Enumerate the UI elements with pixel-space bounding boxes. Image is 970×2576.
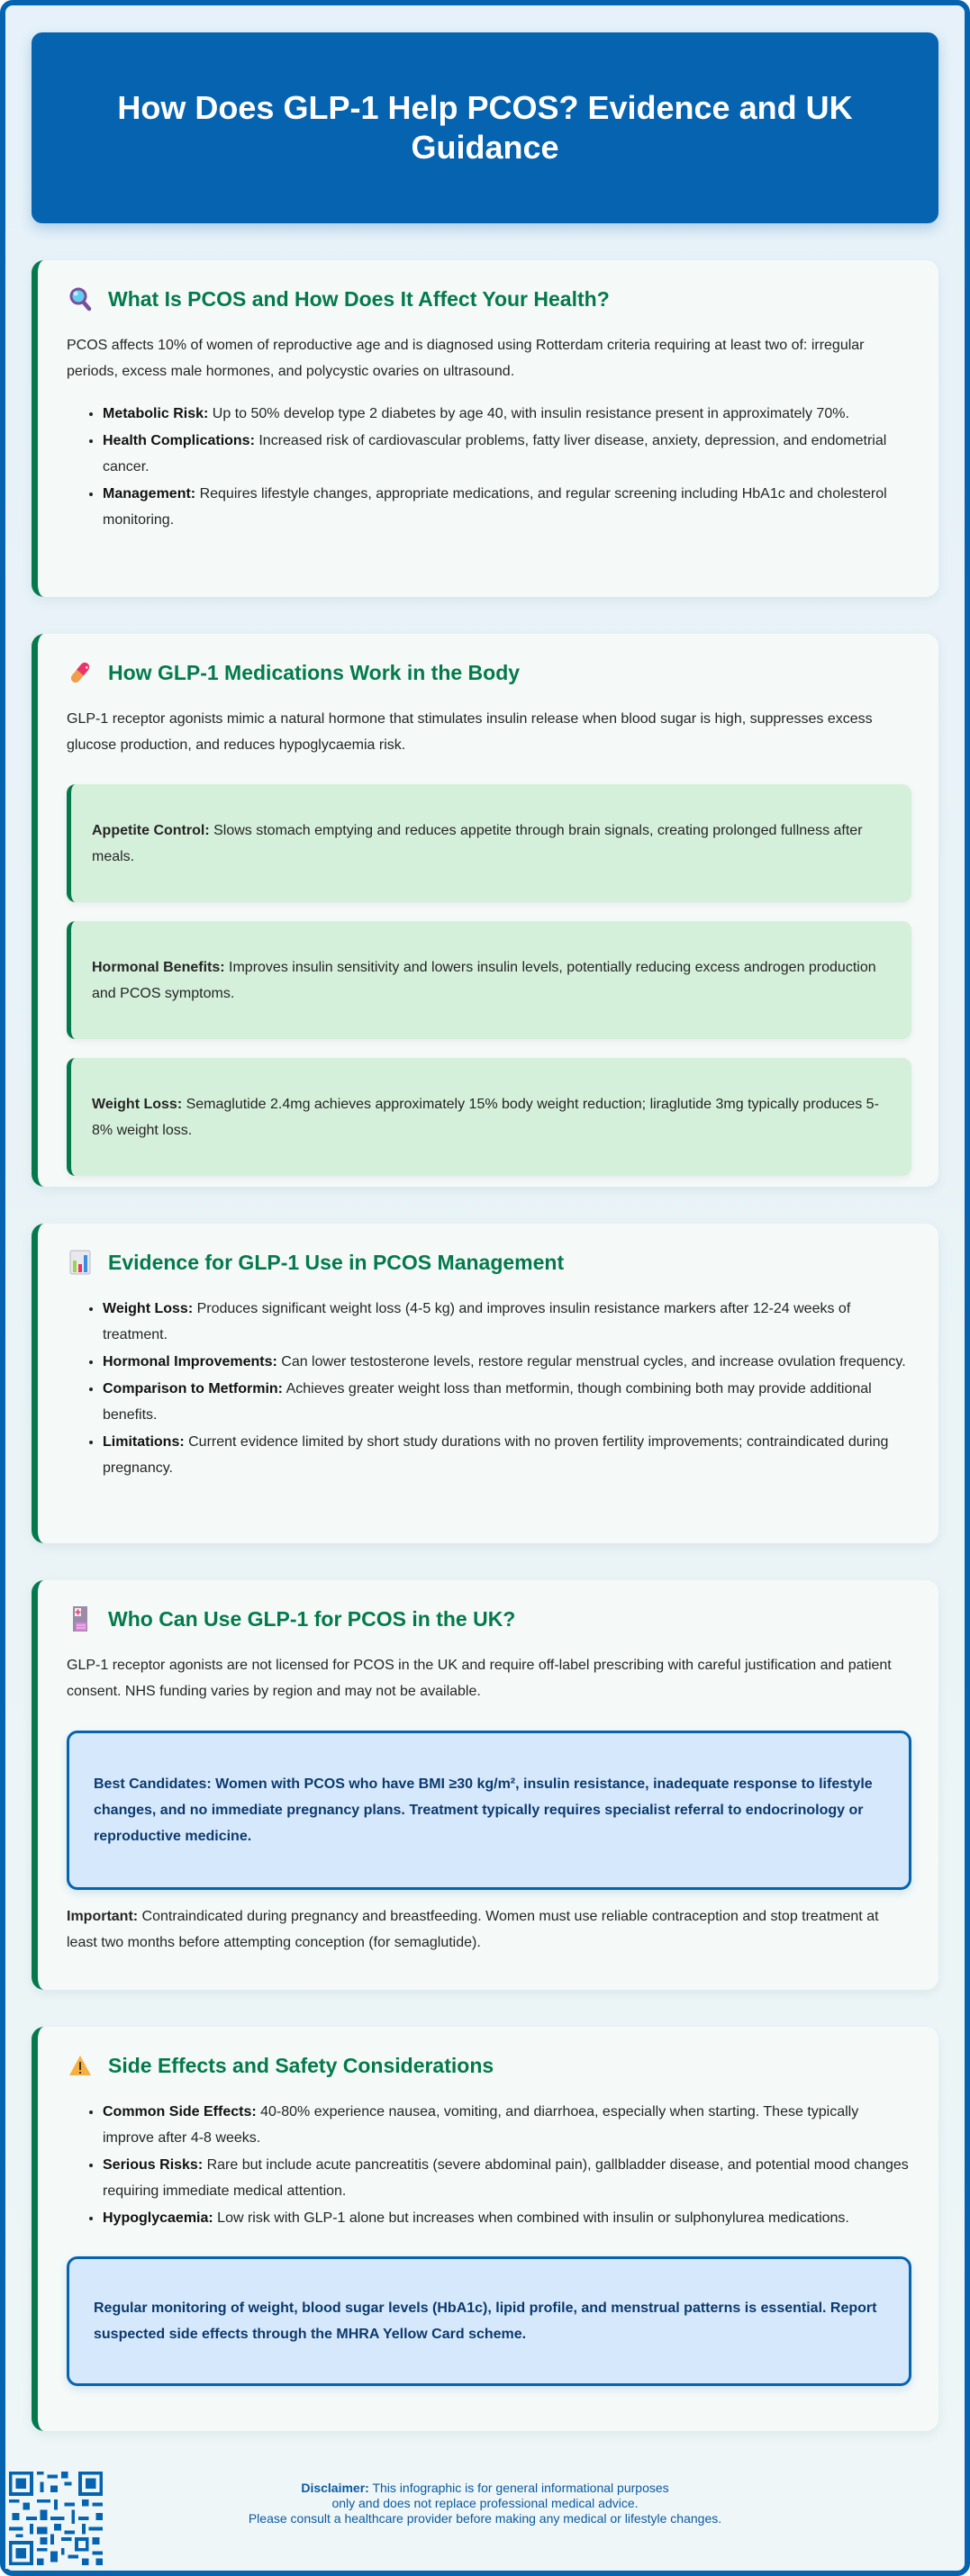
section-intro: PCOS affects 10% of women of reproductive age and is diagnosed using Rotterdam criteria requiring at least two of: irregular periods, excess male hormones, and polycystic ovaries on ultrasound. — [67, 338, 865, 379]
section-side-effects — [32, 2027, 938, 2431]
important-note: Important: Contraindicated during pregnancy and breastfeeding. Women must use reliable contraception and stop treatment at least two months before attempting conception (for semaglutide). — [67, 1909, 879, 1950]
callout-best-candidates: Best Candidates: Women with PCOS who have BMI ≥30 kg/m², insulin resistance, inadequate response to lifestyle changes, and no immediate pregnancy plans. Treatment typically requires specialist referral to endocrinology or reproductive medicine. — [67, 1731, 911, 1890]
list-item: • Weight Loss: Produces significant weight loss (4-5 kg) and improves insulin resistance markers after 12-24 weeks of treatment. — [103, 1296, 911, 1348]
list-item: • Hormonal Improvements: Can lower testosterone levels, restore regular menstrual cycles, and increase ovulation frequency. — [103, 1349, 911, 1375]
page-header — [32, 32, 938, 223]
info-box-appetite-control: Appetite Control: Slows stomach emptying and reduces appetite through brain signals, creating prolonged fullness after meals. — [67, 784, 911, 902]
info-box-hormonal-benefits: Hormonal Benefits: Improves insulin sensitivity and lowers insulin levels, potentially reducing excess androgen production and PCOS symptoms. — [67, 921, 911, 1039]
hospital-icon — [67, 1605, 94, 1632]
section-what-is-pcos — [32, 260, 938, 597]
pill-icon — [67, 659, 94, 686]
info-box-weight-loss: Weight Loss: Semaglutide 2.4mg achieves approximately 15% body weight reduction; liraglutide 3mg typically produces 5-8% weight loss. — [67, 1058, 911, 1176]
bar-chart-icon — [67, 1249, 94, 1276]
list-item: • Health Complications: Increased risk of cardiovascular problems, fatty liver disease, anxiety, depression, and endometrial cancer. — [103, 428, 911, 480]
section-title: What Is PCOS and How Does It Affect Your Health? — [108, 286, 610, 311]
section-intro: GLP-1 receptor agonists are not licensed for PCOS in the UK and require off-label prescribing with careful justification and patient consent. NHS funding varies by region and may not be available. — [67, 1658, 892, 1699]
warning-icon — [67, 2052, 94, 2079]
section-title: Side Effects and Safety Considerations — [108, 2053, 494, 2077]
section-title: Evidence for GLP-1 Use in PCOS Management — [108, 1250, 565, 1274]
section-how-glp1-works — [32, 634, 938, 1187]
section-evidence — [32, 1224, 938, 1543]
page-title: How Does GLP-1 Help PCOS? Evidence and UK Guidance — [117, 89, 853, 166]
bullet-list — [67, 401, 911, 533]
section-title: Who Can Use GLP-1 for PCOS in the UK? — [108, 1606, 516, 1631]
disclaimer-text: Disclaimer: This infographic is for general informational purposes only and does not replace professional medical advice. Please consult a healthcare provider before making any medical or lifestyle changes. — [248, 2481, 722, 2526]
list-item: • Limitations: Current evidence limited by short study durations with no proven fertility improvements; contraindicated during pregnancy. — [103, 1429, 911, 1481]
callout-monitoring: Regular monitoring of weight, blood sugar levels (HbA1c), lipid profile, and menstrual patterns is essential. Report suspected side effects through the MHRA Yellow Card scheme. — [67, 2256, 911, 2386]
bullet-list — [67, 2099, 911, 2231]
section-title: How GLP-1 Medications Work in the Body — [108, 660, 521, 684]
list-item: • Comparison to Metformin: Achieves greater weight loss than metformin, though combining both may provide additional benefits. — [103, 1376, 911, 1428]
list-item: • Hypoglycaemia: Low risk with GLP-1 alone but increases when combined with insulin or sulphonylurea medications. — [103, 2205, 911, 2231]
list-item: • Serious Risks: Rare but include acute pancreatitis (severe abdominal pain), gallbladder disease, and potential mood changes requiring immediate medical attention. — [103, 2152, 911, 2204]
list-item: • Metabolic Risk: Up to 50% develop type 2 diabetes by age 40, with insulin resistance present in approximately 70%. — [103, 401, 911, 427]
list-item: • Management: Requires lifestyle changes, appropriate medications, and regular screening including HbA1c and cholesterol monitoring. — [103, 481, 911, 533]
section-uk-eligibility — [32, 1580, 938, 1990]
footer — [5, 2454, 965, 2571]
list-item: • Common Side Effects: 40-80% experience nausea, vomiting, and diarrhoea, especially when starting. These typically improve after 4-8 weeks. — [103, 2099, 911, 2151]
section-intro: GLP-1 receptor agonists mimic a natural hormone that stimulates insulin release when blood sugar is high, suppresses excess glucose production, and reduces hypoglycaemia risk. — [67, 711, 873, 753]
magnifying-glass-icon — [67, 285, 94, 312]
bullet-list — [67, 1296, 911, 1481]
